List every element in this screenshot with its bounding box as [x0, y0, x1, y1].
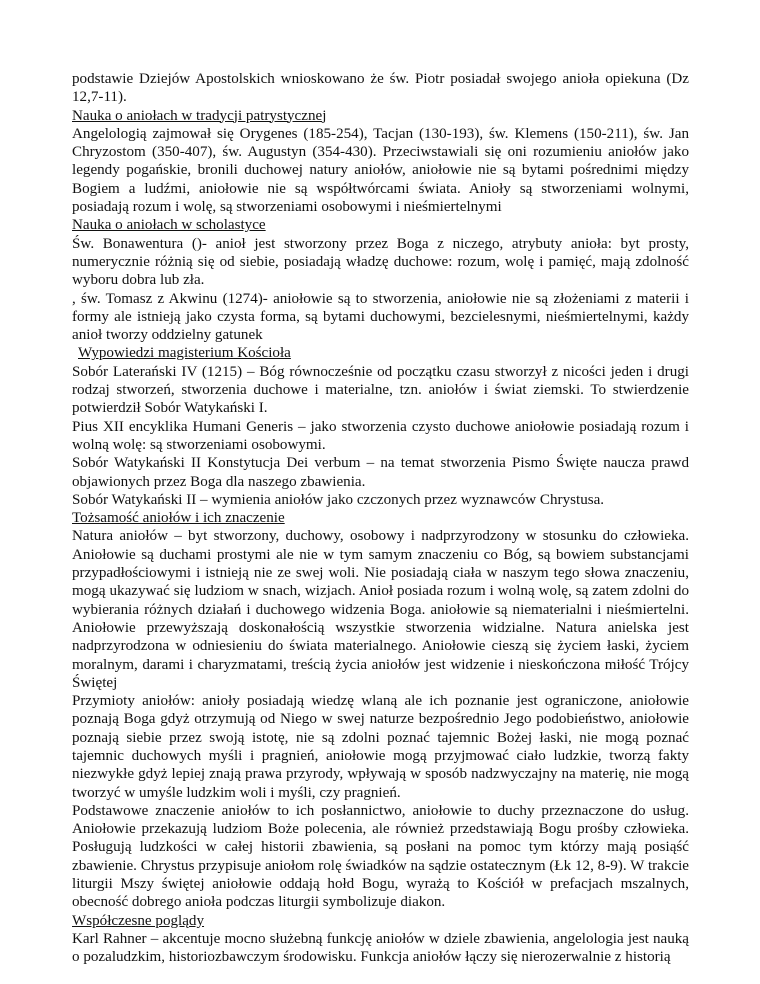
paragraph-mission: Podstawowe znaczenie aniołów to ich posłannictwo, aniołowie to duchy przeznaczone do usług. Aniołowie przekazują ludziom Boże polecenia, ale również przedstawiają Bogu prośby człowieka. Posługują ludzkości w całej historii zbawienia, są posłani na pomoc tym którzy mają posiąść zbawienie. Chrystus przypisuje aniołom rolę świadków na sądzie ostatecznym (Łk 12, 8-9). W trakcie liturgii Mszy świętej aniołowie oddają hołd Bogu, wyrażą to Kościół w prefacjach mszalnych, obecność dobrego anioła podczas liturgii symbolizuje diakon.: [72, 802, 689, 911]
paragraph-vatican-angels: Sobór Watykański II – wymienia aniołów jako czczonych przez wyznawców Chrystusa.: [72, 491, 605, 508]
paragraph-tomasz: , św. Tomasz z Akwinu (1274)- aniołowie są to stworzenia, aniołowie nie są złożeniami z materii i formy ale istnieją jako czysta forma, są bytami duchowymi, bezcielesnymi, nieśmiertelnymi, każdy anioł tworzy oddzielny gatunek: [72, 290, 689, 344]
paragraph-rahner: Karl Rahner – akcentuje mocno służebną funkcję aniołów w dziele zbawienia, angelologia jest nauką o pozaludzkim, historiozbawczym środowisku. Funkcja aniołów łączy się nierozerwalnie z historią: [72, 930, 689, 966]
heading-scholastic: Nauka o aniołach w scholastyce: [72, 217, 266, 234]
paragraph-bonawentura: Św. Bonawentura ()- anioł jest stworzony przez Boga z niczego, atrybuty anioła: byt prosty, numerycznie różnią się od siebie, posiadają władzę duchowe: rozum, wolę i pamięć, mają zdolność wyboru dobra lub zła.: [72, 235, 689, 289]
heading-magisterium: Wypowiedzi magisterium Kościoła: [78, 345, 291, 362]
paragraph-lateran: Sobór Laterański IV (1215) – Bóg równocześnie od początku czasu stworzył z nicości jeden i drugi rodzaj stworzeń, stworzenia duchowe i materialne, tzn. aniołów i świat ziemski. To stwierdzenie potwierdził Sobór Watykański I.: [72, 363, 689, 417]
paragraph-nature: Natura aniołów – byt stworzony, duchowy, osobowy i nadprzyrodzony w stosunku do człowieka. Aniołowie są duchami prostymi ale nie w tym samym znaczeniu co Bóg, są bowiem substancjami przypadłościowymi i istnieją nie ze swej woli. Nie posiadają ciała w naszym tego słowa znaczeniu, mogą ukazywać się ludziom w snach, wizjach. Anioł posiada rozum i wolną wolę, są zatem zdolni do wybierania różnych działań i duchowego widzenia Boga. aniołowie są niematerialni i nieśmiertelni. Aniołowie przewyższają doskonałością wszystkie stworzenia widzialne. Natura anielska jest nadprzyrodzona w odniesieniu do świata materialnego. Aniołowie cieszą się życiem łaski, życiem moralnym, darami i charyzmatami, treścią życia aniołów jest widzenie i nieskończona miłość Trójcy Świętej: [72, 528, 689, 691]
paragraph-patristic: Angelologią zajmował się Orygenes (185-254), Tacjan (130-193), św. Klemens (150-211), św. Jan Chryzostom (350-407), św. Augustyn (354-430). Przeciwstawiali się oni rozumieniu aniołów jako legendy pogańskie, bronili duchowej natury aniołów, aniołowie nie są bytami pośrednimi między Bogiem a ludźmi, aniołowie nie są współtwórcami świata. Anioły są stworzeniami wolnymi, posiadają rozum i wolę, są stworzeniami osobowymi i nieśmiertelnymi: [72, 125, 689, 216]
document-page: [72, 70, 689, 967]
heading-patristic: Nauka o aniołach w tradycji patrystycznej: [72, 107, 327, 124]
paragraph-pius: Pius XII encyklika Humani Generis – jako stworzenia czysto duchowe aniołowie posiadają rozum i wolną wolę: są stworzeniami osobowymi.: [72, 418, 689, 453]
paragraph-attributes: Przymioty aniołów: anioły posiadają wiedzę wlaną ale ich poznanie jest ograniczone, aniołowie poznają Boga gdyż otrzymują od Niego w swej naturze bezpośrednio Jego podobieństwo, aniołowie poznają siebie przez swoją istotę, nie są zdolni poznać tajemnic Bożej łaski, nie mogą poznać tajemnic duchowych myśli i pragnień, aniołowie mogą przyjmować ciało ludzkie, tworzą fakty niezwykłe gdyż lepiej znają prawa przyrody, wpływają w sposób nadzwyczajny na materię, nie mogą tworzyć w umyśle ludzkim woli i myśli, czy pragnień.: [72, 693, 689, 801]
intro-paragraph: podstawie Dziejów Apostolskich wnioskowano że św. Piotr posiadał swojego anioła opiekuna (Dz 12,7-11).: [72, 71, 689, 106]
paragraph-vatican-dei-verbum: Sobór Watykański II Konstytucja Dei verbum – na temat stworzenia Pismo Święte naucza prawd objawionych przez Boga dla naszego zbawienia.: [72, 455, 689, 490]
heading-contemporary: Współczesne poglądy: [72, 912, 205, 929]
heading-identity: Tożsamość aniołów i ich znaczenie: [72, 510, 285, 527]
